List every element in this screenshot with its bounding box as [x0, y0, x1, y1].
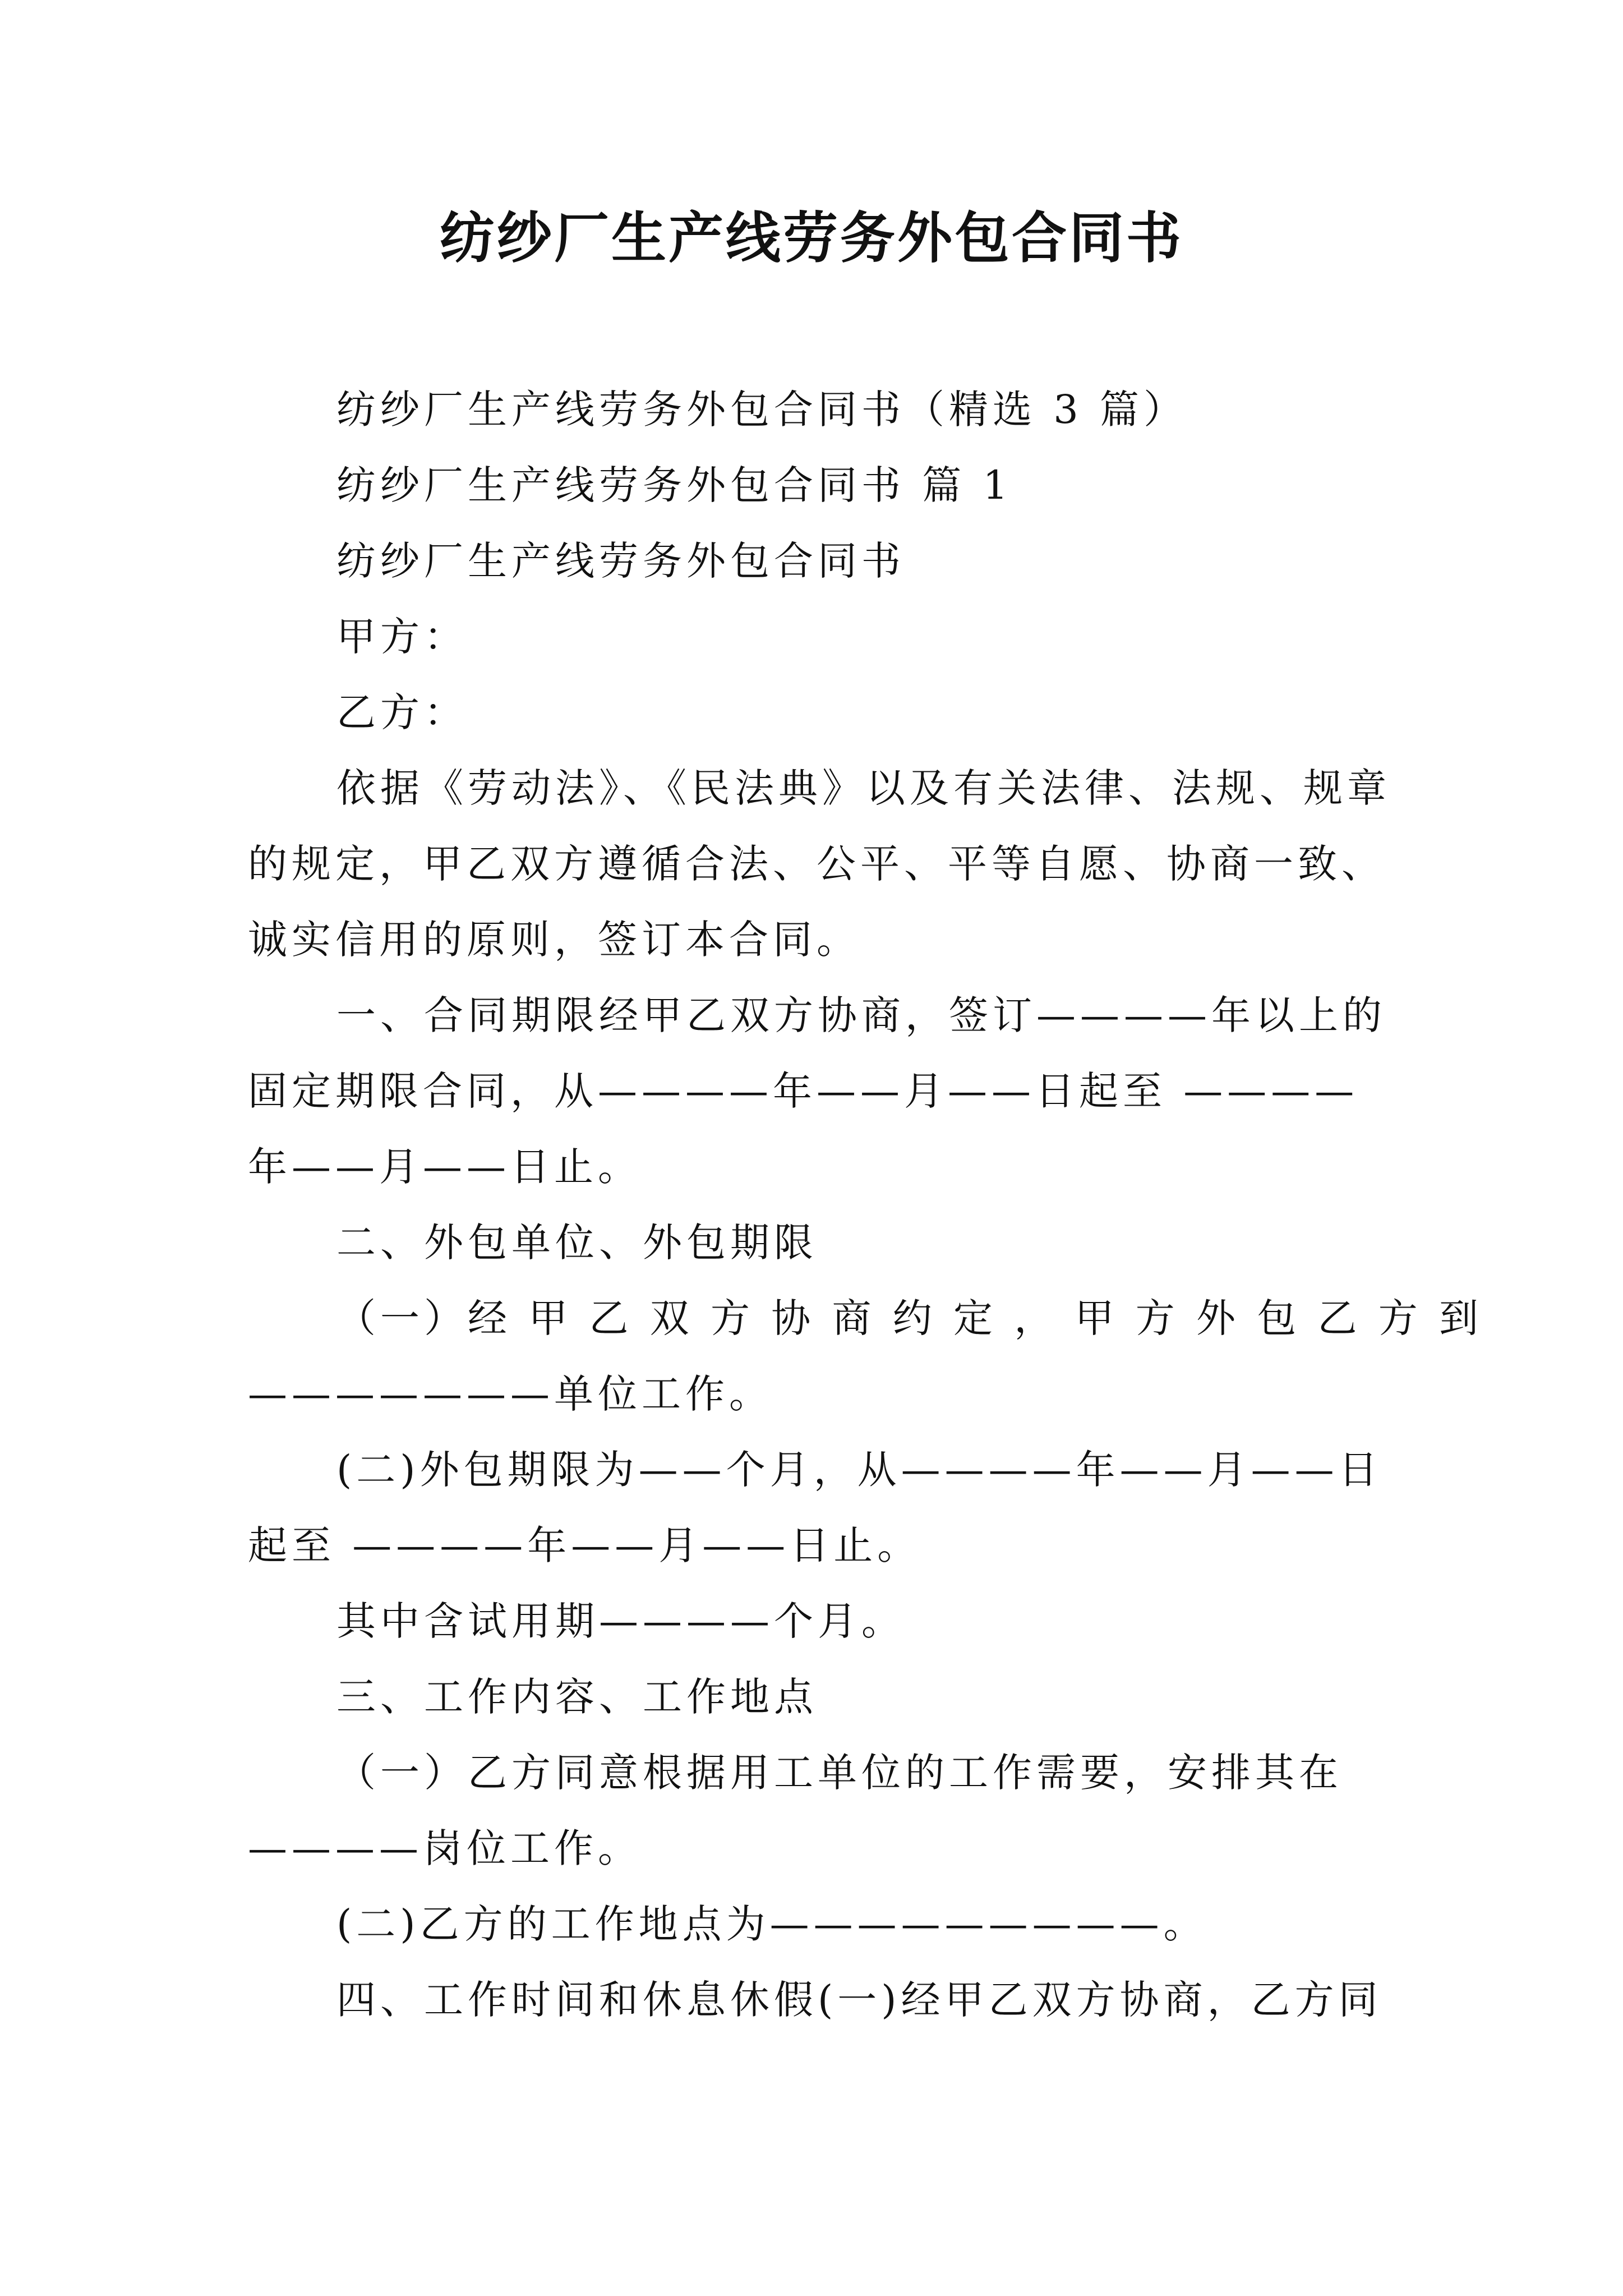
work-content-line-1: （一）乙方同意根据用工单位的工作需要，安排其在	[336, 1750, 1343, 1796]
outsourcing-unit-line-1: （一）经 甲 乙 双 方 协 商 约 定 ， 甲 方 外 包 乙 方 到	[336, 1295, 1483, 1341]
term-clause-line-2: 固定期限合同，从————年——月——日起至 ————	[248, 1068, 1359, 1114]
subtitle-part-1: 纺纱厂生产线劳务外包合同书 篇 1	[336, 462, 1013, 508]
probation-period-line: 其中含试用期————个月。	[336, 1598, 905, 1644]
basis-paragraph-line-3: 诚实信用的原则，签订本合同。	[248, 917, 860, 963]
section-3-heading: 三、工作内容、工作地点	[336, 1674, 818, 1720]
work-location-line: (二)乙方的工作地点为—————————。	[336, 1901, 1207, 1947]
outsourcing-period-line-1: (二)外包期限为——个月，从————年——月——日	[336, 1447, 1382, 1493]
party-b-label: 乙方：	[336, 689, 468, 735]
term-clause-line-3: 年——月——日止。	[248, 1144, 642, 1190]
outsourcing-period-line-2: 起至 ————年——月——日止。	[248, 1522, 921, 1568]
term-clause-line-1: 一、合同期限经甲乙双方协商，签订————年以上的	[336, 992, 1386, 1038]
basis-paragraph-line-1: 依据《劳动法》、《民法典》以及有关法律、法规、规章	[336, 765, 1391, 811]
work-content-line-2: ————岗位工作。	[248, 1825, 642, 1871]
document-title: 纺纱厂生产线劳务外包合同书	[439, 206, 1183, 270]
basis-paragraph-line-2: 的规定，甲乙双方遵循合法、公平、平等自愿、协商一致、	[248, 841, 1385, 887]
outsourcing-unit-line-2: ———————单位工作。	[248, 1371, 773, 1417]
section-2-heading: 二、外包单位、外包期限	[336, 1220, 818, 1266]
contract-heading: 纺纱厂生产线劳务外包合同书	[336, 538, 905, 584]
section-4-line: 四、工作时间和休息休假(一)经甲乙双方协商，乙方同	[336, 1977, 1382, 2023]
party-a-label: 甲方：	[336, 614, 468, 660]
subtitle-selection: 纺纱厂生产线劳务外包合同书（精选 3 篇）	[336, 386, 1188, 432]
